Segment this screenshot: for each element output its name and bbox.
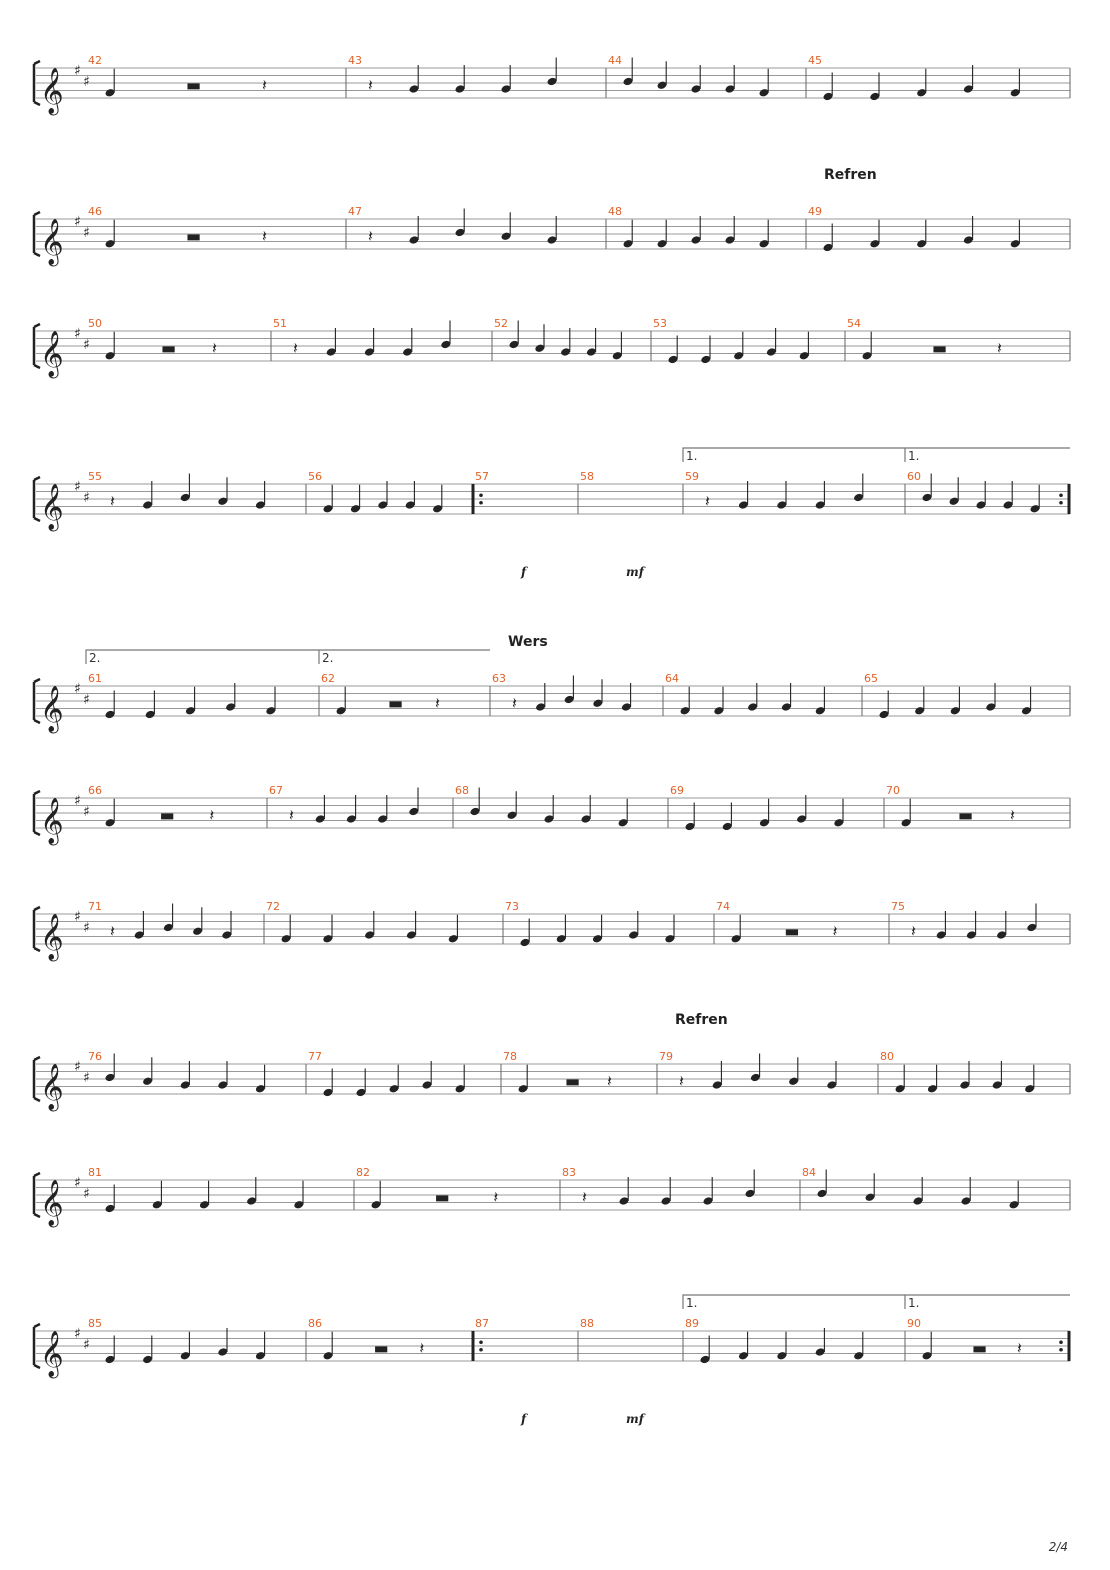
system-6	[34, 784, 1070, 846]
rest-icon: 𝄽	[209, 805, 215, 825]
rest-icon: 𝄽	[289, 805, 294, 825]
measure-number: 88	[580, 1317, 594, 1330]
system-8	[34, 1012, 1070, 1112]
rest-icon: 𝄽	[493, 1187, 499, 1207]
volta-bracket	[319, 650, 490, 664]
volta-bracket	[905, 448, 1070, 462]
rest-icon: ▬	[972, 1338, 988, 1358]
measure-number: 58	[580, 470, 594, 483]
measure-number: 61	[88, 672, 102, 685]
rest-icon: ▬	[932, 338, 948, 358]
repeat-dot	[1059, 1340, 1063, 1344]
rest-icon: 𝄽	[419, 1338, 425, 1358]
measure-number: 82	[356, 1166, 370, 1179]
measure-number: 50	[88, 317, 102, 330]
repeat-dot	[479, 1340, 483, 1344]
rest-icon: ▬	[159, 805, 175, 825]
repeat-dot	[1059, 501, 1063, 505]
rest-icon: ▬	[373, 1338, 389, 1358]
system-4	[34, 448, 1070, 579]
sharp-icon: ♯	[74, 479, 81, 495]
measure-number: 83	[562, 1166, 576, 1179]
measure-number: 78	[503, 1050, 517, 1063]
measure-number: 43	[348, 54, 362, 67]
system-3	[34, 317, 1070, 379]
sharp-icon: ♯	[83, 337, 90, 353]
rest-icon: 𝄽	[832, 921, 838, 941]
rest-icon: ▬	[784, 921, 800, 941]
dynamic-marking: f	[521, 1412, 527, 1426]
dynamic-marking: f	[521, 565, 527, 579]
rest-icon: 𝄽	[262, 75, 267, 95]
treble-clef-icon: 𝄞	[40, 914, 64, 960]
treble-clef-icon: 𝄞	[40, 1331, 64, 1377]
measure-number: 55	[88, 470, 102, 483]
dynamic-marking: mf	[626, 1412, 644, 1426]
sharp-icon: ♯	[83, 692, 90, 708]
rest-icon: 𝄽	[212, 338, 217, 358]
treble-clef-icon: 𝄞	[40, 1064, 64, 1110]
sharp-icon: ♯	[83, 1337, 90, 1353]
rest-icon: 𝄽	[368, 226, 373, 246]
treble-clef-icon: 𝄞	[40, 798, 64, 844]
treble-clef-icon: 𝄞	[40, 686, 64, 732]
sharp-icon: ♯	[74, 1326, 81, 1342]
measure-number: 64	[665, 672, 679, 685]
measure-number: 57	[475, 470, 489, 483]
measure-number: 51	[273, 317, 287, 330]
measure-number: 49	[808, 205, 822, 218]
rest-icon: 𝄽	[1017, 1338, 1022, 1358]
measure-number: 59	[685, 470, 699, 483]
treble-clef-icon: 𝄞	[40, 331, 64, 377]
system-2	[34, 167, 1070, 267]
measure-number: 73	[505, 900, 519, 913]
measure-number: 53	[653, 317, 667, 330]
measure-number: 44	[608, 54, 622, 67]
section-label: Refren	[675, 1012, 728, 1028]
measure-number: 48	[608, 205, 622, 218]
measure-number: 71	[88, 900, 102, 913]
rest-icon: 𝄽	[997, 338, 1002, 358]
measure-number: 84	[802, 1166, 816, 1179]
repeat-dot	[1059, 493, 1063, 497]
rest-icon: 𝄽	[512, 693, 517, 713]
measure-number: 56	[308, 470, 322, 483]
repeat-dot	[479, 1348, 483, 1352]
rest-icon: ▬	[388, 693, 404, 713]
volta-bracket	[683, 448, 905, 462]
sharp-icon: ♯	[83, 1070, 90, 1086]
measure-number: 79	[659, 1050, 673, 1063]
sharp-icon: ♯	[74, 1059, 81, 1075]
measure-number: 62	[321, 672, 335, 685]
repeat-dot	[479, 493, 483, 497]
rest-icon: ▬	[958, 805, 974, 825]
measure-number: 72	[266, 900, 280, 913]
measure-number: 47	[348, 205, 362, 218]
rest-icon: 𝄽	[911, 921, 916, 941]
rest-icon: 𝄽	[293, 338, 298, 358]
measure-number: 45	[808, 54, 822, 67]
rest-icon: 𝄽	[705, 491, 710, 511]
measure-number: 86	[308, 1317, 322, 1330]
measure-number: 76	[88, 1050, 102, 1063]
measure-number: 54	[847, 317, 861, 330]
system-5	[34, 634, 1070, 734]
measure-number: 67	[269, 784, 283, 797]
volta-label: 1.	[908, 449, 920, 463]
sharp-icon: ♯	[74, 63, 81, 79]
dynamic-marking: mf	[626, 565, 644, 579]
rest-icon: 𝄽	[1010, 805, 1015, 825]
section-label: Wers	[508, 634, 548, 650]
sharp-icon: ♯	[74, 793, 81, 809]
volta-bracket	[86, 650, 319, 664]
measure-number: 46	[88, 205, 102, 218]
sharp-icon: ♯	[74, 326, 81, 342]
sharp-icon: ♯	[83, 1186, 90, 1202]
sharp-icon: ♯	[83, 804, 90, 820]
sharp-icon: ♯	[74, 909, 81, 925]
measure-number: 85	[88, 1317, 102, 1330]
volta-label: 1.	[908, 1296, 920, 1310]
measure-number: 63	[492, 672, 506, 685]
sharp-icon: ♯	[83, 74, 90, 90]
system-7	[34, 900, 1070, 962]
treble-clef-icon: 𝄞	[40, 484, 64, 530]
measure-number: 68	[455, 784, 469, 797]
measure-number: 77	[308, 1050, 322, 1063]
repeat-dot	[479, 501, 483, 505]
measure-number: 66	[88, 784, 102, 797]
rest-icon: 𝄽	[435, 693, 440, 713]
measure-number: 65	[864, 672, 878, 685]
measure-number: 60	[907, 470, 921, 483]
sharp-icon: ♯	[74, 214, 81, 230]
volta-bracket	[683, 1295, 905, 1309]
rest-icon: 𝄽	[607, 1071, 612, 1091]
measure-number: 69	[670, 784, 684, 797]
sharp-icon: ♯	[83, 920, 90, 936]
volta-bracket	[905, 1295, 1070, 1309]
system-10	[34, 1295, 1070, 1426]
volta-label: 2.	[89, 651, 101, 665]
sharp-icon: ♯	[74, 681, 81, 697]
page-number: 2/4	[1048, 1540, 1068, 1554]
measure-number: 90	[907, 1317, 921, 1330]
rest-icon: 𝄽	[110, 921, 115, 941]
rest-icon: ▬	[565, 1071, 581, 1091]
repeat-dot	[1059, 1348, 1063, 1352]
sharp-icon: ♯	[83, 225, 90, 241]
rest-icon: 𝄽	[110, 491, 115, 511]
rest-icon: 𝄽	[582, 1187, 587, 1207]
treble-clef-icon: 𝄞	[40, 68, 64, 114]
measure-number: 75	[891, 900, 905, 913]
rest-icon: 𝄽	[368, 75, 373, 95]
volta-label: 1.	[686, 1296, 698, 1310]
rest-icon: ▬	[186, 75, 202, 95]
rest-icon: ▬	[161, 338, 177, 358]
measure-number: 42	[88, 54, 102, 67]
measure-number: 80	[880, 1050, 894, 1063]
system-9	[34, 1166, 1070, 1228]
measure-number: 89	[685, 1317, 699, 1330]
volta-label: 1.	[686, 449, 698, 463]
measure-number: 70	[886, 784, 900, 797]
rest-icon: ▬	[186, 226, 202, 246]
treble-clef-icon: 𝄞	[40, 219, 64, 265]
system-1	[34, 54, 1070, 116]
measure-number: 74	[716, 900, 730, 913]
measure-number: 81	[88, 1166, 102, 1179]
rest-icon: ▬	[434, 1187, 450, 1207]
rest-icon: 𝄽	[679, 1071, 684, 1091]
section-label: Refren	[824, 167, 877, 183]
rest-icon: 𝄽	[262, 226, 267, 246]
sharp-icon: ♯	[83, 490, 90, 506]
measure-number: 87	[475, 1317, 489, 1330]
sharp-icon: ♯	[74, 1175, 81, 1191]
treble-clef-icon: 𝄞	[40, 1180, 64, 1226]
measure-number: 52	[494, 317, 508, 330]
volta-label: 2.	[322, 651, 334, 665]
